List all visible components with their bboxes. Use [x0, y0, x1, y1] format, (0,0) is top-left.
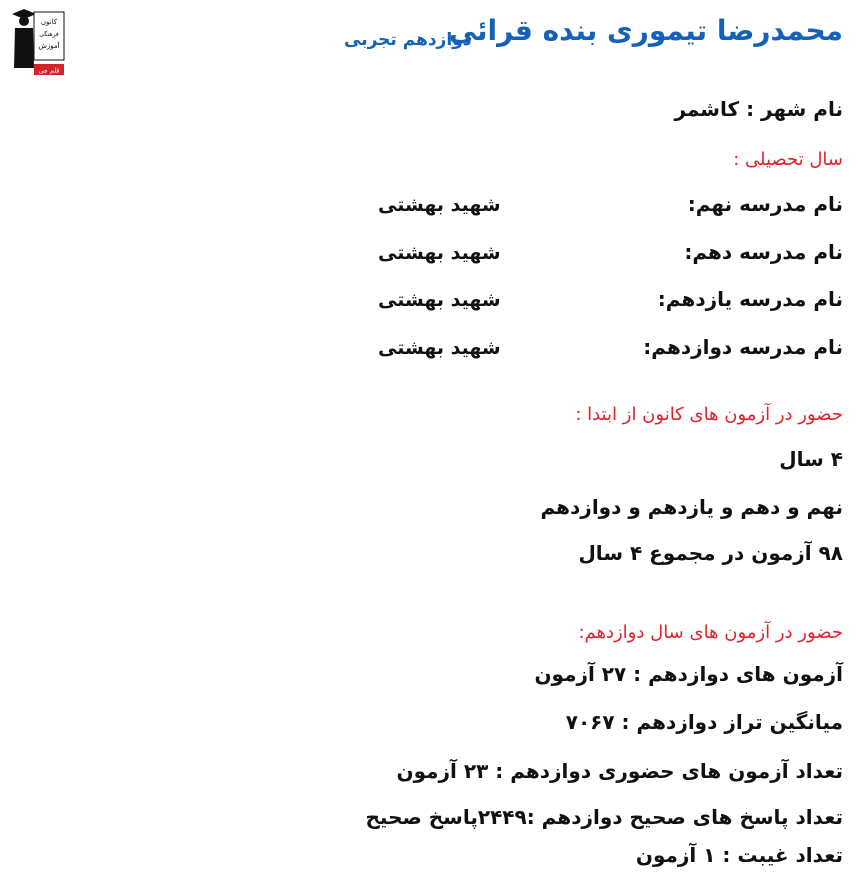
- absence-count: تعداد غیبت : ۱ آزمون: [635, 843, 843, 867]
- grade-field: دوازدهم تجربی: [344, 30, 472, 50]
- kanoon-years: ۴ سال: [779, 447, 843, 471]
- logo-line-3: آموزش: [38, 42, 60, 50]
- kanoon-grades: نهم و دهم و یازدهم و دوازدهم: [540, 495, 843, 519]
- kanoon-logo: [8, 6, 66, 76]
- graduate-logo-icon: [8, 6, 66, 76]
- logo-line-2: فرهنگی: [39, 31, 59, 38]
- school-value-10: شهید بهشتی: [378, 242, 501, 264]
- school-value-11: شهید بهشتی: [378, 289, 501, 311]
- school-label-10: نام مدرسه دهم:: [684, 240, 843, 264]
- kanoon-total: ۹۸ آزمون در مجموع ۴ سال: [578, 541, 843, 565]
- grade12-in-person-count: تعداد آزمون های حضوری دوازدهم : ۲۳ آزمون: [396, 759, 843, 783]
- school-value-12: شهید بهشتی: [378, 337, 501, 359]
- logo-line-4: قلم چی: [38, 66, 60, 75]
- grade12-attendance-heading: حضور در آزمون های سال دوازدهم:: [578, 622, 843, 643]
- logo-line-1: کانون: [40, 18, 58, 26]
- grade12-correct-answers: تعداد پاسخ های صحیح دوازدهم :۲۴۴۹پاسخ صحیح: [365, 805, 843, 829]
- student-name: محمدرضا تیموری بنده قرائی: [448, 14, 843, 47]
- city-line: نام شهر : کاشمر: [674, 97, 843, 121]
- school-label-11: نام مدرسه یازدهم:: [657, 287, 843, 311]
- grade12-average-score: میانگین تراز دوازدهم : ۷۰۶۷: [565, 710, 843, 734]
- academic-year-heading: سال تحصیلی :: [733, 149, 843, 170]
- school-label-9: نام مدرسه نهم:: [687, 192, 843, 216]
- grade12-exam-count: آزمون های دوازدهم : ۲۷ آزمون: [534, 662, 843, 686]
- kanoon-attendance-heading: حضور در آزمون های کانون از ابتدا :: [575, 404, 843, 425]
- school-value-9: شهید بهشتی: [378, 194, 501, 216]
- school-label-12: نام مدرسه دوازدهم:: [643, 335, 843, 359]
